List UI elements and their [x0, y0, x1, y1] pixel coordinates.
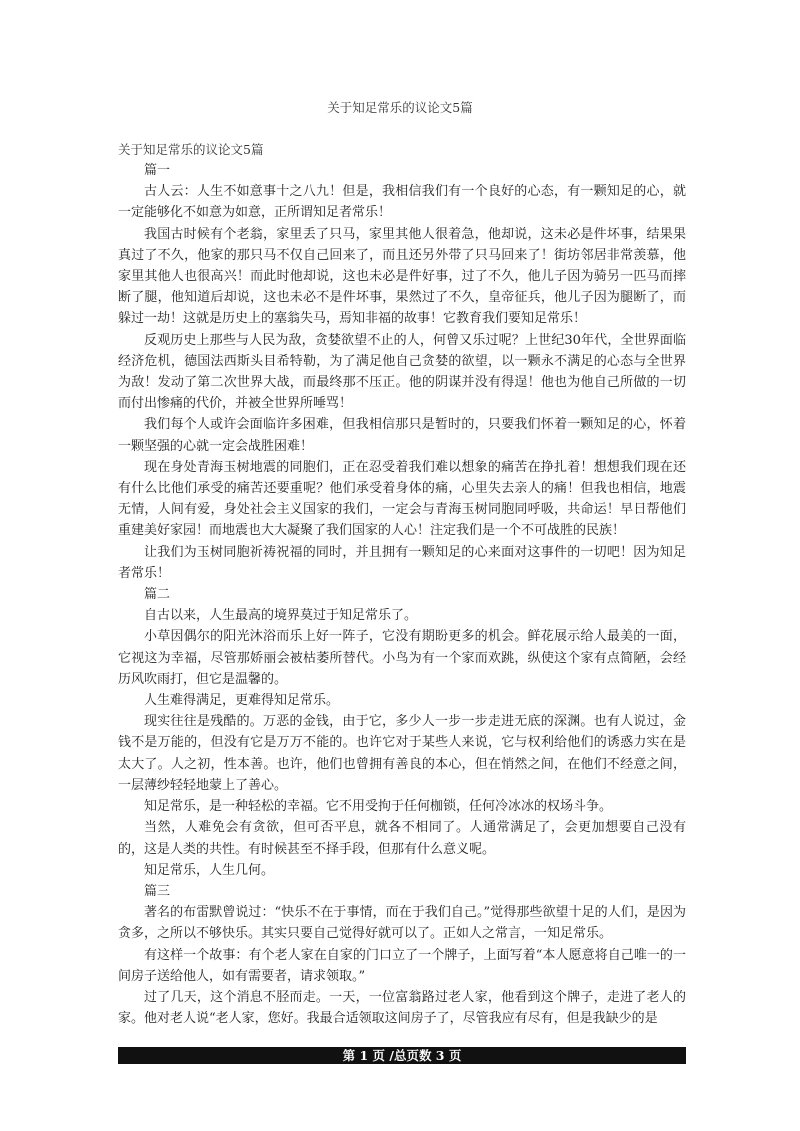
paragraph: 自古以来，人生最高的境界莫过于知足常乐了。 — [144, 608, 418, 624]
paragraph: 当然，人难免会有贪欲，但可否平息，就各不相同了。人通常满足了，会更加想要自己没有的，这是人类的共性。有时候甚至不择手段，但那有什么意义呢。 — [118, 820, 686, 857]
section-heading: 篇三 — [144, 883, 171, 899]
paragraph: 我们每个人或许会面临许多困难，但我相信那只是暂时的，只要我们怀着一颗知足的心，怀着一颗坚强的心就一定会战胜困难！ — [118, 417, 686, 454]
paragraph: 知足常乐，人生几何。 — [144, 862, 275, 878]
page-title: 关于知足常乐的议论文5篇 — [327, 100, 473, 115]
paragraph: 知足常乐，是一种轻松的幸福。它不用受拘于任何枷锁，任何冷冰冰的权场斗争。 — [144, 799, 613, 815]
paragraph: 有这样一个故事：有个老人家在自家的门口立了一个牌子，上面写着“本人愿意将自己唯一的一间房子送给他人，如有需要者，请求领取。” — [118, 947, 686, 984]
section-heading: 篇一 — [144, 163, 171, 178]
paragraph: 现实往往是残酷的。万恶的金钱，由于它，多少人一步一步走进无底的深渊。也有人说过，金钱不是万能的，但没有它是万万不能的。也许它对于某些人来说，它与权利给他们的诱惑力实在是太大了。人之初，性本善。也许，他们也曾拥有善良的本心，但在悄然之间，在他们不经意之间，一层薄纱轻轻地蒙上了善心。 — [118, 714, 686, 793]
document-subtitle: 关于知足常乐的议论文5篇 — [118, 142, 264, 157]
paragraph: 过了几天，这个消息不胫而走。一天，一位富翁路过老人家，他看到这个牌子，走进了老人的家。他对老人说“老人家，您好。我最合适领取这间房子了，尽管我应有尽有，但是我缺少的是 — [118, 989, 686, 1027]
paragraph: 古人云：人生不如意事十之八九！但是，我相信我们有一个良好的心态，有一颗知足的心，就一定能够化不如意为如意，正所谓知足者常乐！ — [118, 184, 686, 221]
section-heading: 篇二 — [144, 587, 171, 603]
document-body — [118, 139, 686, 1029]
page-footer — [118, 1047, 686, 1064]
paragraph: 著名的布雷默曾说过：“快乐不在于事情，而在于我们自己。”觉得那些欲望十足的人们，是因为贪多，之所以不够快乐。其实只要自己觉得好就可以了。正如人之常言，一知足常乐。 — [118, 905, 686, 942]
paragraph: 小草因偶尔的阳光沐浴而乐上好一阵子，它没有期盼更多的机会。鲜花展示给人最美的一面，它视这为幸福，尽管那娇丽会被枯萎所替代。小鸟为有一个家而欢跳，纵使这个家有点简陋，会经历风吹雨打，但它是温馨的。 — [118, 629, 686, 687]
paragraph: 反观历史上那些与人民为敌，贪婪欲望不止的人，何曾又乐过呢？上世纪30年代，全世界面临经济危机，德国法西斯头目希特勒，为了满足他自己贪婪的欲望，以一颗永不满足的心态与全世界为敌！发动了第二次世界大战，而最终那不压正。他的阴谋并没有得逞！他也为他自己所做的一切而付出惨痛的代价，并被全世界所唾骂！ — [118, 332, 686, 412]
page-number: 第 1 页 /总页数 3 页 — [342, 1048, 462, 1063]
paragraph: 我国古时候有个老翁，家里丢了只马，家里其他人很着急，他却说，这未必是件坏事，结果果真过了不久，他家的那只马不仅自己回来了，而且还另外带了只马回来了！街坊邻居非常羡慕，他家里其他人也很高兴！而此时他却说，这也未必是件好事，过了不久，他儿子因为骑另一匹马而摔断了腿，他知道后却说，这也未必不是件坏事，果然过了不久，皇帝征兵，他儿子因为腿断了，而躲过一劫！这就是历史上的塞翁失马，焉知非福的故事！它教育我们要知足常乐！ — [118, 226, 686, 327]
paragraph: 人生难得满足，更难得知足常乐。 — [144, 693, 340, 709]
paragraph: 现在身处青海玉树地震的同胞们，正在忍受着我们难以想象的痛苦在挣扎着！想想我们现在还有什么比他们承受的痛苦还要重呢？他们承受着身体的痛，心里失去亲人的痛！但我也相信，地震无情，人间有爱，身处社会主义国家的我们，一定会与青海玉树同胞同呼吸，共命运！早日帮他们重建美好家园！而地震也大大凝聚了我们国家的人心！注定我们是一个不可战胜的民族！ — [118, 459, 686, 539]
paragraph: 让我们为玉树同胞祈祷祝福的同时，并且拥有一颗知足的心来面对这事件的一切吧！因为知足者常乐！ — [118, 544, 686, 581]
